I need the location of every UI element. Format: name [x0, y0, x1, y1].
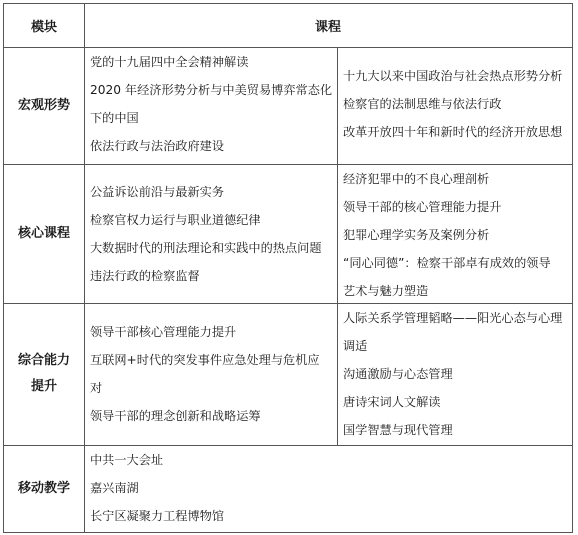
- header-module: 模块: [30, 20, 57, 35]
- course-item: 2020 年经济形势分析与中美贸易博弈常态化: [90, 83, 333, 97]
- row3-left-courses: [90, 318, 336, 430]
- course-item: 违法行政的检察监督: [90, 269, 200, 283]
- course-item: 对: [90, 381, 103, 395]
- module-core: 核心课程: [17, 225, 70, 241]
- row4-left-courses: [90, 446, 336, 530]
- course-item: 改革开放四十年和新时代的经济开放思想: [343, 125, 563, 139]
- course-item: 嘉兴南湖: [90, 481, 139, 495]
- course-item: 下的中国: [90, 111, 139, 125]
- row2-left-courses: [90, 178, 336, 290]
- divider: [337, 47, 338, 445]
- course-item: 大数据时代的刑法理论和实践中的热点问题: [90, 241, 322, 255]
- course-item: 长宁区凝聚力工程博物馆: [90, 509, 225, 523]
- module-line: 提升: [30, 379, 57, 394]
- course-item: 党的十九届四中全会精神解读: [90, 55, 249, 69]
- course-item: 犯罪心理学实务及案例分析: [343, 228, 490, 242]
- course-item: 公益诉讼前沿与最新实务: [90, 185, 225, 199]
- row1-left-courses: [90, 48, 336, 160]
- divider: [84, 4, 85, 532]
- module-comprehensive: [4, 303, 84, 445]
- course-item: 领导干部的理念创新和战略运筹: [90, 409, 261, 423]
- course-item: 领导干部的核心管理能力提升: [343, 200, 502, 214]
- course-item: 互联网+时代的突发事件应急处理与危机应: [90, 353, 320, 367]
- row3-right-courses: [343, 304, 571, 444]
- course-item: 艺术与魅力塑造: [343, 284, 429, 298]
- course-item: 检察官的法制思维与依法行政: [343, 97, 502, 111]
- module-line: 综合能力: [17, 353, 70, 368]
- header-courses: 课程: [314, 20, 341, 35]
- row1-right-courses: [343, 62, 571, 146]
- course-item: 调适: [343, 339, 368, 353]
- course-item: “同心同德”：检察干部卓有成效的领导: [343, 256, 551, 270]
- course-item: 沟通激励与心态管理: [343, 367, 453, 381]
- course-table: [3, 3, 573, 533]
- course-item: 领导干部核心管理能力提升: [90, 325, 237, 339]
- course-item: 依法行政与法治政府建设: [90, 139, 225, 153]
- course-item: 检察官权力运行与职业道德纪律: [90, 213, 261, 227]
- module-mobile: 移动教学: [17, 481, 70, 496]
- course-item: 唐诗宋词人文解读: [343, 395, 441, 409]
- module-macro: 宏观形势: [17, 97, 70, 113]
- row2-right-courses: [343, 165, 571, 305]
- course-item: 人际关系学管理韬略——阳光心态与心理: [343, 311, 563, 325]
- course-item: 国学智慧与现代管理: [343, 423, 453, 437]
- course-item: 中共一大会址: [90, 453, 164, 467]
- course-item: 十九大以来中国政治与社会热点形势分析: [343, 69, 563, 83]
- course-item: 经济犯罪中的不良心理剖析: [343, 172, 490, 186]
